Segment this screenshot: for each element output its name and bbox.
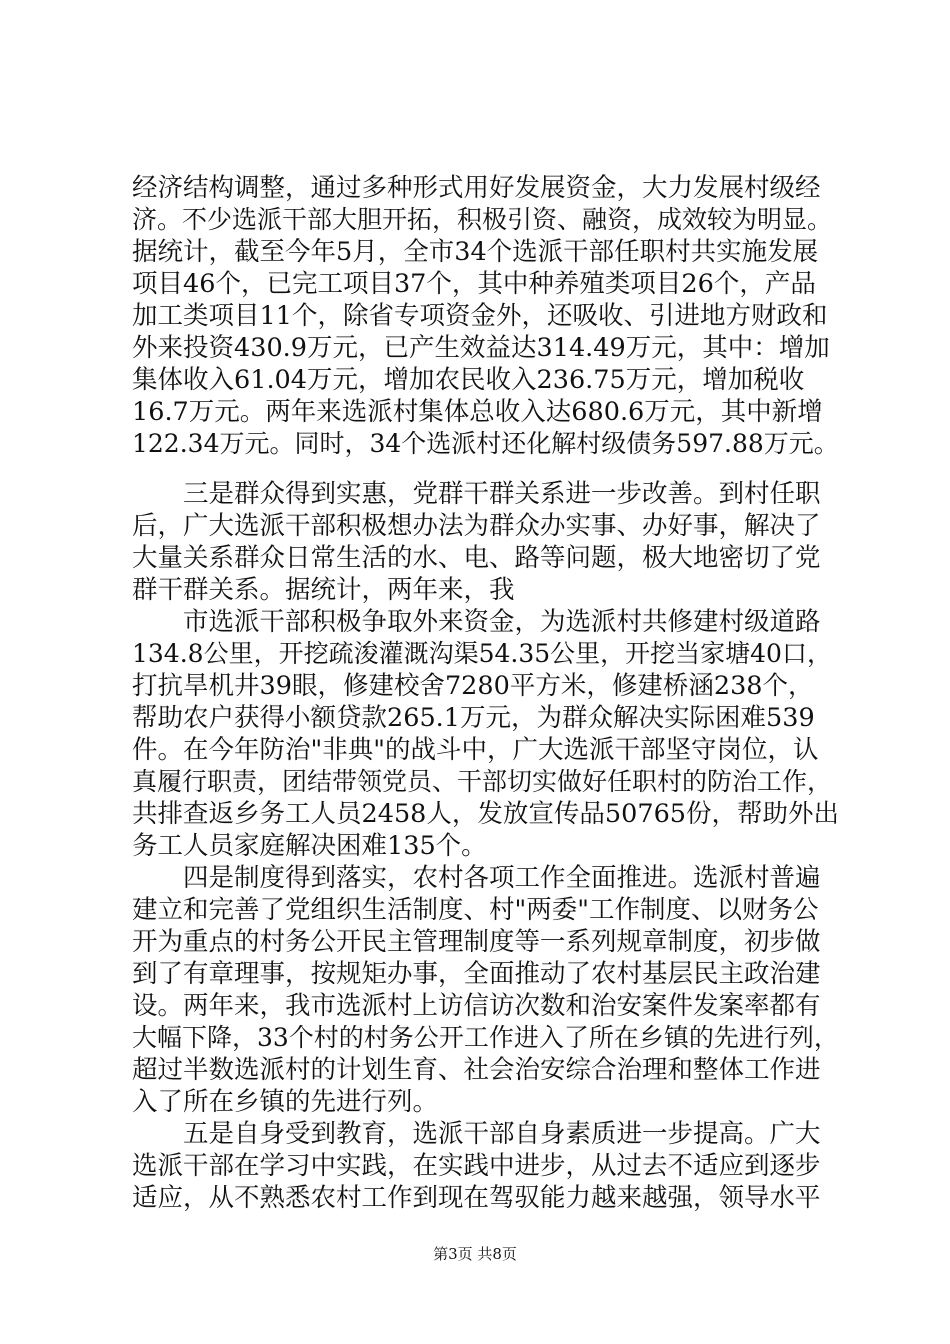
text-line: 开为重点的村务公开民主管理制度等一系列规章制度，初步做 [132,927,821,957]
text-line: 件。在今年防治"非典"的战斗中，广大选派干部坚守岗位，认 [132,735,819,765]
text-line: 大幅下降，33个村的村务公开工作进入了所在乡镇的先进行列， [132,1023,839,1052]
page-number-footer: 第3页 共8页 [433,1245,517,1263]
text-line: 五是自身受到教育，选派干部自身素质进一步提高。广大 [132,1119,821,1149]
text-line: 大量关系群众日常生活的水、电、路等问题，极大地密切了党 [132,543,821,573]
text-line: 16.7万元。两年来选派村集体总收入达680.6万元，其中新增 [132,397,823,427]
text-line: 项目46个，已完工项目37个，其中种养殖类项目26个，产品 [132,269,816,299]
text-line: 据统计，截至今年5月，全市34个选派干部任职村共实施发展 [132,237,819,267]
text-line: 务工人员家庭解决困难135个。 [132,831,487,861]
text-line: 建立和完善了党组织生活制度、村"两委"工作制度、以财务公 [132,895,819,925]
text-line: 外来投资430.9万元，已产生效益达314.49万元，其中：增加 [132,333,830,363]
text-line: 134.8公里，开挖疏浚灌溉沟渠54.35公里，开挖当家塘40口， [132,639,832,668]
text-line: 市选派干部积极争取外来资金，为选派村共修建村级道路 [132,607,821,637]
text-line: 超过半数选派村的计划生育、社会治安综合治理和整体工作进 [132,1055,821,1085]
text-line: 三是群众得到实惠，党群干群关系进一步改善。到村任职 [132,479,821,509]
text-line: 适应，从不熟悉农村工作到现在驾驭能力越来越强，领导水平 [132,1183,821,1213]
text-line: 后，广大选派干部积极想办法为群众办实事、办好事，解决了 [132,511,821,541]
text-line: 选派干部在学习中实践，在实践中进步，从过去不适应到逐步 [132,1151,821,1181]
text-line: 济。不少选派干部大胆开拓，积极引资、融资，成效较为明显。 [132,205,833,234]
text-line: 入了所在乡镇的先进行列。 [132,1087,439,1117]
text-line: 加工类项目11个，除省专项资金外，还吸收、引进地方财政和 [132,301,828,331]
text-line: 帮助农户获得小额贷款265.1万元，为群众解决实际困难539 [132,703,815,733]
text-line: 真履行职责，团结带领党员、干部切实做好任职村的防治工作， [132,767,833,796]
text-line: 集体收入61.04万元，增加农民收入236.75万元，增加税收 [132,365,805,395]
text-line: 122.34万元。同时，34个选派村还化解村级债务597.88万元。 [132,429,839,458]
text-line: 到了有章理事，按规矩办事，全面推动了农村基层民主政治建 [132,959,821,989]
text-line: 群干群关系。据统计，两年来，我 [132,575,515,605]
text-line: 经济结构调整，通过多种形式用好发展资金，大力发展村级经 [132,173,821,203]
text-line: 打抗旱机井39眼，修建校舍7280平方米，修建桥涵238个， [132,671,814,701]
text-line: 共排查返乡务工人员2458人，发放宣传品50765份，帮助外出 [132,799,840,829]
text-line: 四是制度得到落实，农村各项工作全面推进。选派村普遍 [132,863,821,893]
text-line: 设。两年来，我市选派村上访信访次数和治安案件发案率都有 [132,991,821,1021]
